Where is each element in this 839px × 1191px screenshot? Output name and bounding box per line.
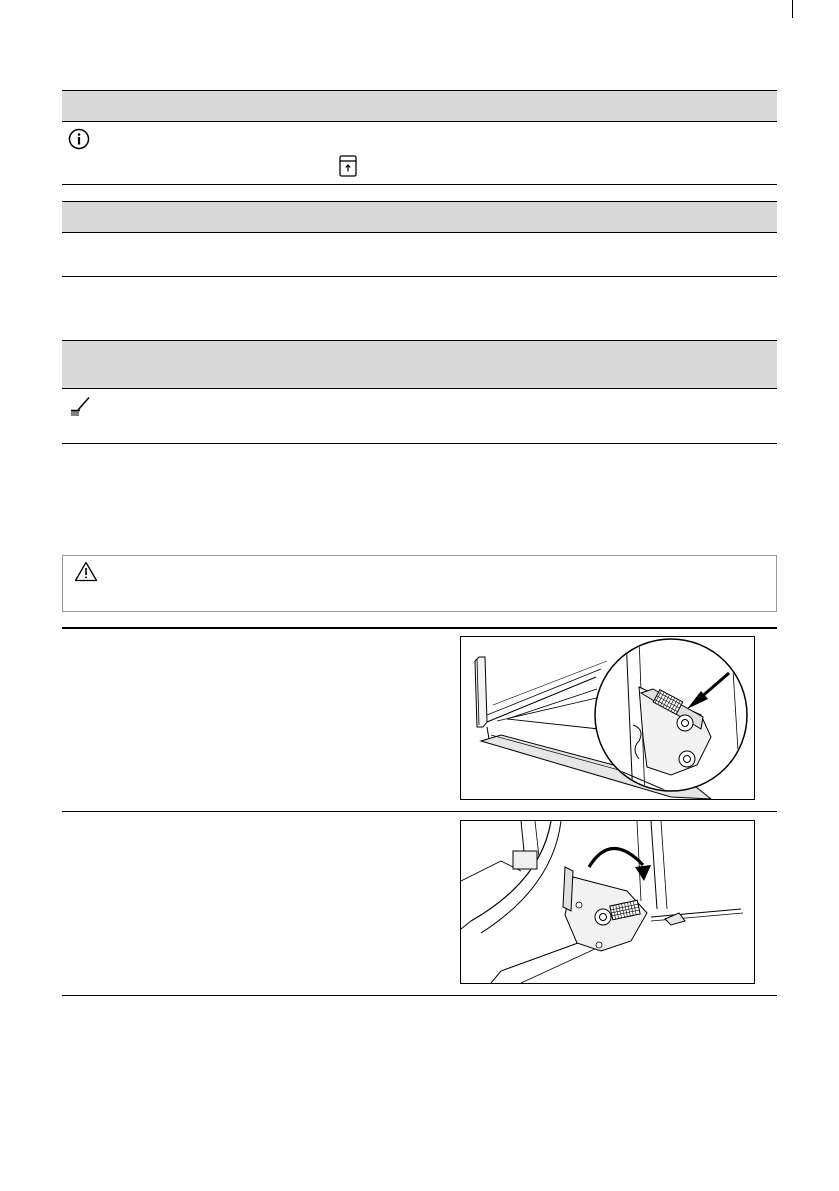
steps-table-top-rule	[62, 627, 777, 629]
table-header-band-3	[62, 340, 777, 389]
info-circle-icon	[68, 128, 90, 155]
figure-hinge-lever-press	[460, 636, 755, 800]
warning-triangle-icon	[74, 561, 98, 587]
table-rule-3	[62, 443, 777, 444]
table-header-band-1	[62, 90, 777, 122]
steps-table-row-rule	[62, 811, 777, 812]
warning-box	[62, 555, 777, 612]
table-rule-2	[62, 276, 777, 277]
steps-table-bottom-rule	[62, 995, 777, 996]
crop-mark	[792, 0, 793, 18]
table-rule-1	[62, 184, 777, 185]
oven-door-display-icon	[339, 155, 357, 182]
table-header-band-2	[62, 201, 777, 233]
cleaning-brush-icon	[68, 396, 94, 423]
figure-hinge-lever-rotate	[460, 820, 755, 984]
rotate-arrow-icon	[589, 848, 651, 881]
